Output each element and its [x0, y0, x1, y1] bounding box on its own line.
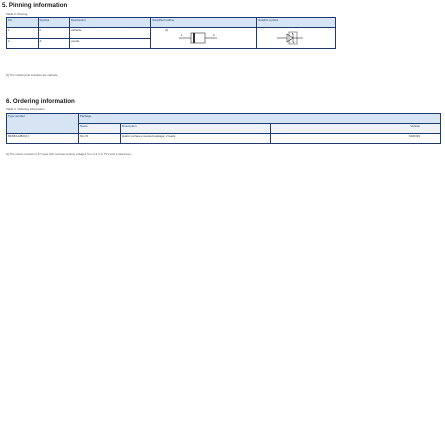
table-row — [7, 28, 336, 39]
col-symbol: Symbol — [38, 18, 70, 28]
package-name-cell: SC-70 — [79, 134, 121, 144]
graphic-symbol-cell — [257, 28, 336, 49]
table-row — [7, 134, 441, 144]
pinning-header-row — [7, 18, 336, 28]
section-6-title: Ordering information — [12, 98, 75, 105]
table-2-caption: Table 2. Pinning — [6, 12, 28, 16]
ordering-footnote: [1] The series consists of 37 types with nominal working voltages from 2.4 V to 75 V and 3 tolerances. — [6, 152, 132, 156]
type-number-cell: BZX84-A/B/C[1] — [7, 134, 79, 144]
col-type-number: Type number — [7, 114, 79, 134]
col-pin: Pin — [7, 18, 39, 28]
section-6-heading — [6, 98, 75, 105]
col-description: Description — [70, 18, 151, 28]
sod323-package-outline-icon — [179, 30, 219, 46]
section-6-number: 6. — [6, 98, 12, 105]
ordering-header-row — [7, 114, 441, 124]
col-outline: Simplified outline — [151, 18, 257, 28]
section-5-number: 5. — [2, 2, 8, 9]
pin-cell: 2 — [7, 38, 39, 49]
package-description-cell: plastic surface-mounted package; 2 leads — [121, 134, 271, 144]
pin-cell: 1 — [7, 28, 39, 39]
ordering-table — [6, 113, 441, 144]
svg-text:1: 1 — [181, 33, 183, 37]
col-graphic-symbol: Graphic symbol — [257, 18, 336, 28]
col-version: Version — [271, 124, 441, 134]
svg-text:2: 2 — [213, 33, 215, 37]
description-cell: anode — [70, 38, 151, 49]
pinning-footnote: [1] The marking bar indicates the cathode. — [6, 73, 59, 77]
outline-note: [1] — [165, 29, 169, 32]
col-name: Name — [79, 124, 121, 134]
table-3-caption: Table 3. Ordering information — [6, 107, 45, 111]
outline-cell — [151, 28, 257, 49]
col-package: Package — [79, 114, 441, 124]
description-cell: cathode — [70, 28, 151, 39]
symbol-cell: A — [38, 38, 70, 49]
section-5-title: Pinning information — [8, 2, 68, 9]
symbol-cell: K — [38, 28, 70, 39]
pinning-table — [6, 17, 336, 49]
col-description: Description — [121, 124, 271, 134]
section-5-heading — [2, 2, 67, 9]
zener-diode-symbol-icon — [277, 31, 307, 45]
package-version-cell: SOD323 — [271, 134, 441, 144]
